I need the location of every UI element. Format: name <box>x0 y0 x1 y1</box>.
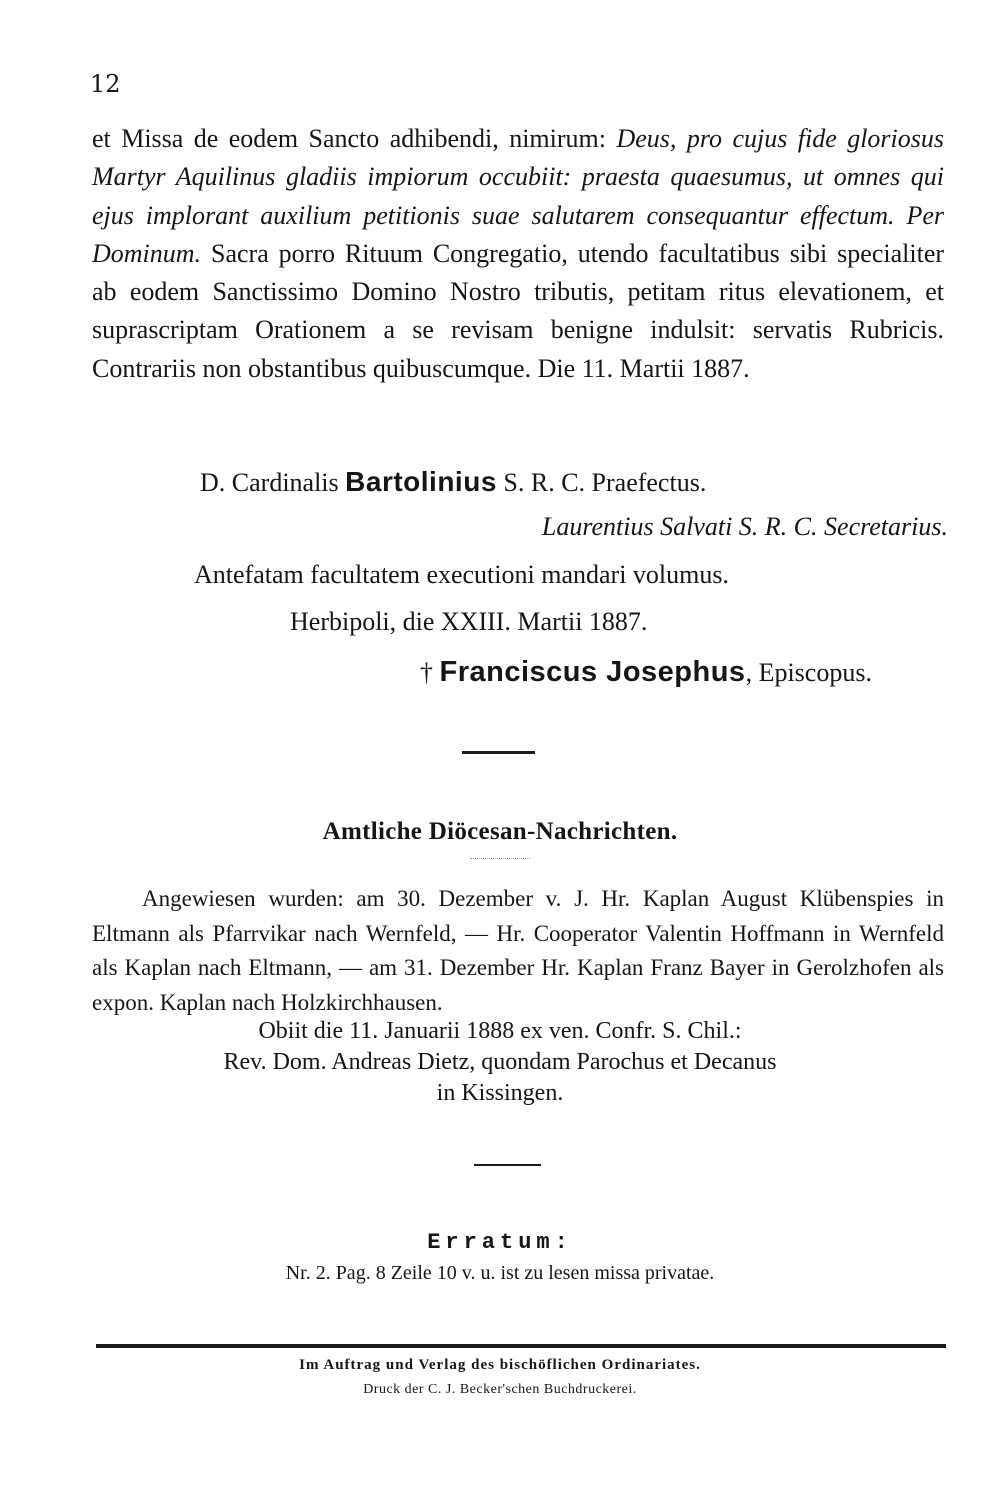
secretary-signature: Laurentius Salvati S. R. C. Secretarius. <box>541 512 948 541</box>
place-date-line: Herbipoli, die XXIII. Martii 1887. <box>290 607 648 636</box>
page-number: 12 <box>90 70 121 98</box>
divider <box>474 1164 541 1166</box>
footer-printer: Druck der C. J. Becker'schen Buchdruckerei. <box>363 1382 637 1397</box>
heading-ornament <box>470 858 530 863</box>
cardinal-name: Bartolinius <box>345 466 497 497</box>
erratum-title: Erratum: <box>427 1230 573 1255</box>
bishop-signature <box>420 656 872 689</box>
cardinal-title: S. R. C. Praefectus. <box>503 468 707 497</box>
cardinal-signature <box>200 466 706 498</box>
body-intro: et Missa de eodem Sancto adhibendi, nimirum: <box>92 124 606 153</box>
body-rest: Sacra porro Rituum Congregatio, utendo facultatibus sibi specialiter ab eodem Sanctissimo Domino Nostro tributis, petitam ritus elevationem, et suprascriptam Orationem a se revisam benigne indulsit: servatis Rubricis. Contrariis non obstantibus quibuscumque. Die 11. Martii 1887. <box>92 238 945 383</box>
footer-publisher: Im Auftrag und Verlag des bischöflichen Ordinariates. <box>299 1357 701 1373</box>
cardinal-prefix: D. Cardinalis <box>200 468 339 497</box>
obituary-line-2: Rev. Dom. Andreas Dietz, quondam Parochus et Decanus <box>223 1049 777 1075</box>
obituary-line-3: in Kissingen. <box>436 1080 564 1106</box>
divider <box>462 751 535 754</box>
erratum-text: Nr. 2. Pag. 8 Zeile 10 v. u. ist zu lesen missa privatae. <box>285 1262 715 1284</box>
antefatam-line: Antefatam facultatem executioni mandari volumus. <box>194 560 729 589</box>
section-heading: Amtliche Diöcesan-Nachrichten. <box>322 818 678 845</box>
cross-icon: † <box>420 658 433 687</box>
obituary-line-1: Obiit die 11. Januarii 1888 ex ven. Confr. S. Chil.: <box>258 1018 742 1044</box>
footer-rule <box>96 1344 946 1348</box>
body-prayer: Deus, pro cujus fide gloriosus Martyr Aquilinus gladiis impiorum occubiit: praesta quaesumus, ut omnes qui ejus implorant auxilium petitionis suae salutarem consequantur effectum. Per Dominum. <box>92 124 945 268</box>
body-paragraph <box>92 120 944 388</box>
bishop-name: Franciscus Josephus <box>439 656 746 688</box>
bishop-title: , Episcopus. <box>745 658 872 687</box>
news-paragraph: Angewiesen wurden: am 30. Dezember v. J. Hr. Kaplan August Klübenspies in Eltmann als Pfarrvikar nach Wernfeld, — Hr. Cooperator Valentin Hoffmann in Wernfeld als Kaplan nach Eltmann, — am 31. Dezember Hr. Kaplan Franz Bayer in Gerolzhofen als expon. Kaplan nach Holzkirchhausen. <box>92 886 944 1015</box>
